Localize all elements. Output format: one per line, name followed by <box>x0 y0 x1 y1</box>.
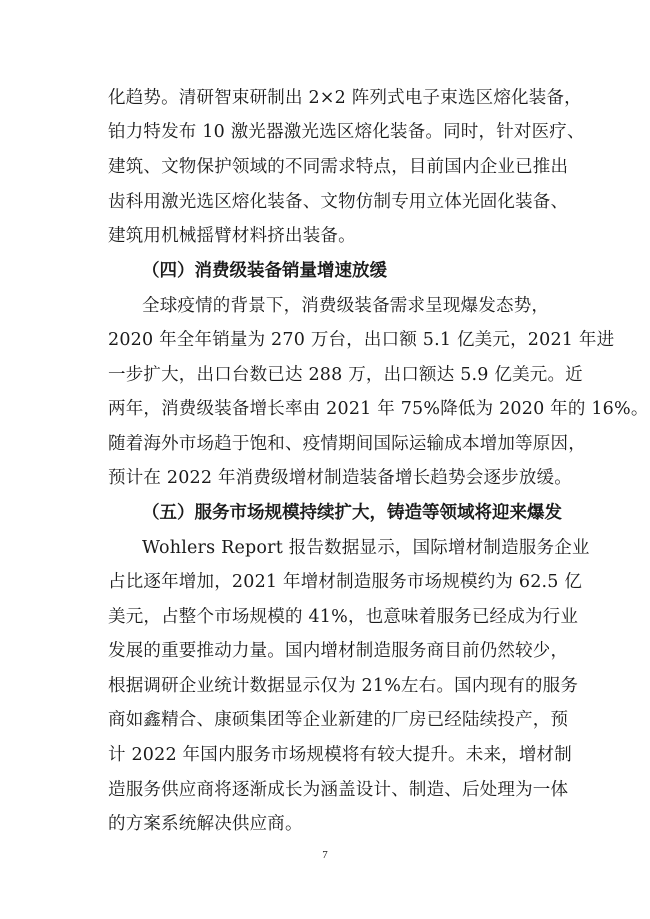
paragraph-line: 的方案系统解决供应商。 <box>108 814 303 834</box>
paragraph-line: 全球疫情的背景下，消费级装备需求呈现爆发态势， <box>142 296 550 316</box>
paragraph-line: 占比逐年增加，2021 年增材制造服务市场规模约为 62.5 亿 <box>108 572 583 592</box>
paragraph-line: 铂力特发布 10 激光器激光选区熔化装备。同时，针对医疗、 <box>108 122 585 142</box>
paragraph-line: 建筑、文物保护领域的不同需求特点，目前国内企业已推出 <box>108 157 569 177</box>
paragraph-line: 2020 年全年销量为 270 万台，出口额 5.1 亿美元，2021 年进 <box>108 330 615 350</box>
paragraph-line: 化趋势。清研智束研制出 2×2 阵列式电子束选区熔化装备， <box>108 88 582 108</box>
paragraph-line: 两年，消费级装备增长率由 2021 年 75%降低为 2020 年的 16%。 <box>108 399 649 419</box>
paragraph-line: 根据调研企业统计数据显示仅为 21%左右。国内现有的服务 <box>108 676 579 696</box>
section-heading-5: （五）服务市场规模持续扩大，铸造等领域将迎来爆发 <box>142 503 562 523</box>
paragraph-line: 建筑用机械摇臂材料挤出装备。 <box>108 226 356 246</box>
paragraph-line: 商如鑫精合、康硕集团等企业新建的厂房已经陆续投产，预 <box>108 710 569 730</box>
paragraph-line: 计 2022 年国内服务市场规模将有较大提升。未来，增材制 <box>108 745 572 765</box>
paragraph-line: Wohlers Report 报告数据显示，国际增材制造服务企业 <box>142 538 590 558</box>
paragraph-line: 预计在 2022 年消费级增材制造装备增长趋势会逐步放缓。 <box>108 468 572 488</box>
paragraph-line: 齿科用激光选区熔化装备、文物仿制专用立体光固化装备、 <box>108 192 569 212</box>
paragraph-line: 发展的重要推动力量。国内增材制造服务商目前仍然较少， <box>108 641 569 661</box>
paragraph-line: 随着海外市场趋于饱和、疫情期间国际运输成本增加等原因， <box>108 434 586 454</box>
section-heading-4: （四）消费级装备销量增速放缓 <box>142 261 387 281</box>
paragraph-line: 一步扩大，出口台数已达 288 万，出口额达 5.9 亿美元。近 <box>108 365 583 385</box>
paragraph-line: 造服务供应商将逐渐成长为涵盖设计、制造、后处理为一体 <box>108 780 569 800</box>
page-number: 7 <box>322 849 328 861</box>
paragraph-line: 美元，占整个市场规模的 41%，也意味着服务已经成为行业 <box>108 607 579 627</box>
